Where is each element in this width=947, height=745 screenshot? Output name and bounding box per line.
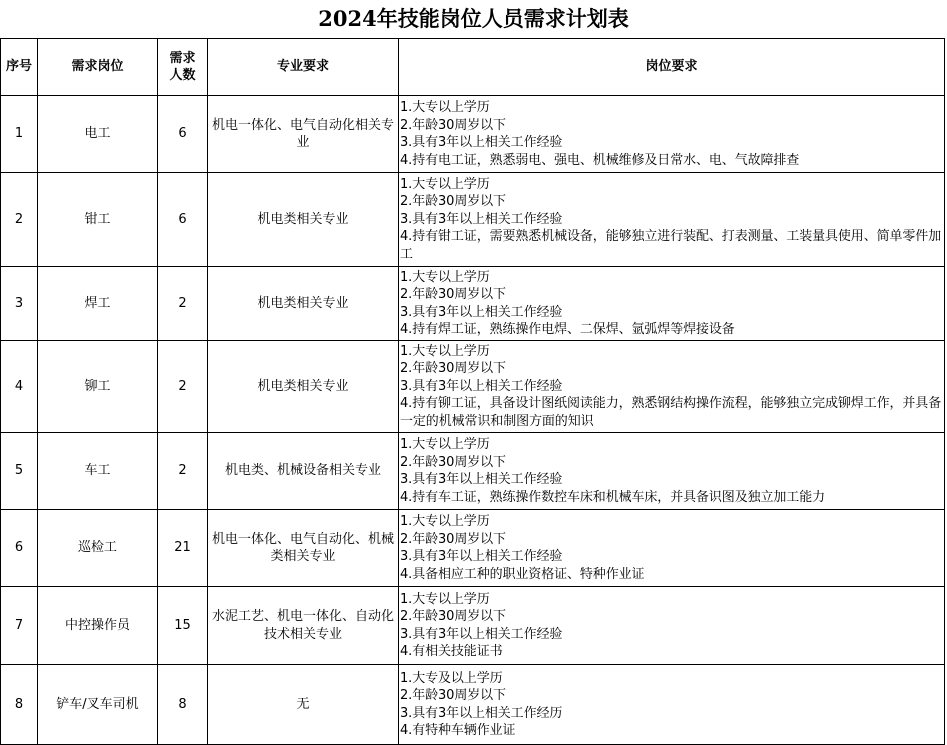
req-line: 3.具有3年以上相关工作经验	[400, 378, 563, 394]
cell-position: 焊工	[38, 267, 158, 341]
header-count	[158, 39, 208, 96]
cell-count: 21	[158, 510, 208, 587]
table-row	[1, 433, 945, 510]
cell-major: 机电一体化、电气自动化、机械类相关专业	[208, 510, 399, 587]
req-line: 2.年龄30周岁以下	[400, 361, 506, 377]
cell-position: 车工	[38, 433, 158, 510]
cell-no: 3	[1, 267, 38, 341]
header-no: 序号	[1, 39, 38, 96]
cell-no: 4	[1, 341, 38, 433]
table-row	[1, 665, 945, 745]
header-requirements: 岗位要求	[399, 39, 945, 96]
req-line: 1.大专以上学历	[400, 176, 490, 192]
document-title: 2024年技能岗位人员需求计划表	[318, 6, 629, 31]
cell-position: 中控操作员	[38, 587, 158, 665]
req-line: 4.持有电工证，熟悉弱电、强电、机械维修及日常水、电、气故障排查	[400, 152, 800, 168]
req-line: 1.大专及以上学历	[400, 670, 503, 686]
cell-no: 2	[1, 173, 38, 267]
cell-count: 15	[158, 587, 208, 665]
req-line: 1.大专以上学历	[400, 591, 490, 607]
req-line: 4.持有铆工证，具备设计图纸阅读能力，熟悉钢结构操作流程，能够独立完成铆焊工作，并具备一定的机械常识和制图方面的知识	[400, 396, 942, 429]
cell-no: 8	[1, 665, 38, 745]
req-line: 1.大专以上学历	[400, 269, 490, 285]
cell-count: 2	[158, 341, 208, 433]
req-line: 4.持有钳工证，需要熟悉机械设备，能够独立进行装配、打表测量、工装量具使用、简单零件加工	[400, 229, 942, 262]
cell-requirements	[399, 341, 945, 433]
cell-requirements	[399, 510, 945, 587]
req-line: 2.年龄30周岁以下	[400, 117, 506, 133]
req-line: 4.持有焊工证，熟练操作电焊、二保焊、氩弧焊等焊接设备	[400, 322, 735, 337]
req-line: 1.大专以上学历	[400, 100, 490, 115]
cell-requirements	[399, 267, 945, 341]
cell-position: 钳工	[38, 173, 158, 267]
header-count-line1: 需求	[169, 50, 196, 66]
header-major: 专业要求	[208, 39, 399, 96]
req-line: 3.具有3年以上相关工作经验	[400, 304, 563, 320]
req-line: 2.年龄30周岁以下	[400, 454, 506, 470]
cell-requirements	[399, 665, 945, 745]
req-line: 3.具有3年以上相关工作经验	[400, 472, 563, 487]
cell-requirements	[399, 96, 945, 173]
cell-requirements	[399, 433, 945, 510]
cell-major: 机电类相关专业	[208, 267, 399, 341]
cell-position: 铆工	[38, 341, 158, 433]
req-line: 1.大专以上学历	[400, 343, 490, 359]
header-count-line2: 人数	[169, 68, 196, 83]
req-line: 2.年龄30周岁以下	[400, 609, 506, 624]
table-header-row	[1, 39, 945, 96]
cell-position: 铲车/叉车司机	[38, 665, 158, 745]
table-row	[1, 510, 945, 587]
cell-requirements	[399, 587, 945, 665]
req-line: 3.具有3年以上相关工作经验	[400, 626, 563, 642]
cell-no: 6	[1, 510, 38, 587]
header-position: 需求岗位	[38, 39, 158, 96]
requirements-table	[0, 38, 945, 745]
cell-no: 1	[1, 96, 38, 173]
req-line: 4.具备相应工种的职业资格证、特种作业证	[400, 566, 645, 582]
req-line: 2.年龄30周岁以下	[400, 194, 506, 210]
cell-major: 无	[208, 665, 399, 745]
req-line: 1.大专以上学历	[400, 514, 490, 529]
cell-count: 6	[158, 173, 208, 267]
table-row	[1, 173, 945, 267]
cell-major: 机电类相关专业	[208, 173, 399, 267]
cell-position: 电工	[38, 96, 158, 173]
cell-major: 机电一体化、电气自动化相关专业	[208, 96, 399, 173]
table-row	[1, 96, 945, 173]
cell-count: 8	[158, 665, 208, 745]
cell-count: 2	[158, 433, 208, 510]
cell-requirements	[399, 173, 945, 267]
req-line: 2.年龄30周岁以下	[400, 688, 506, 703]
table-row	[1, 267, 945, 341]
cell-major: 机电类、机械设备相关专业	[208, 433, 399, 510]
req-line: 3.具有3年以上相关工作经验	[400, 211, 563, 227]
table-row	[1, 341, 945, 433]
cell-major: 水泥工艺、机电一体化、自动化技术相关专业	[208, 587, 399, 665]
cell-position: 巡检工	[38, 510, 158, 587]
req-line: 4.有相关技能证书	[400, 644, 503, 659]
req-line: 3.具有3年以上相关工作经历	[400, 705, 563, 721]
table-row	[1, 587, 945, 665]
cell-count: 2	[158, 267, 208, 341]
req-line: 3.具有3年以上相关工作经验	[400, 135, 563, 150]
cell-no: 5	[1, 433, 38, 510]
req-line: 2.年龄30周岁以下	[400, 531, 506, 547]
cell-count: 6	[158, 96, 208, 173]
req-line: 4.持有车工证，熟练操作数控车床和机械车床，并具备识图及独立加工能力	[400, 489, 826, 505]
req-line: 2.年龄30周岁以下	[400, 287, 506, 302]
req-line: 4.有特种车辆作业证	[400, 723, 516, 738]
req-line: 3.具有3年以上相关工作经验	[400, 549, 563, 564]
cell-major: 机电类相关专业	[208, 341, 399, 433]
req-line: 1.大专以上学历	[400, 437, 490, 452]
cell-no: 7	[1, 587, 38, 665]
